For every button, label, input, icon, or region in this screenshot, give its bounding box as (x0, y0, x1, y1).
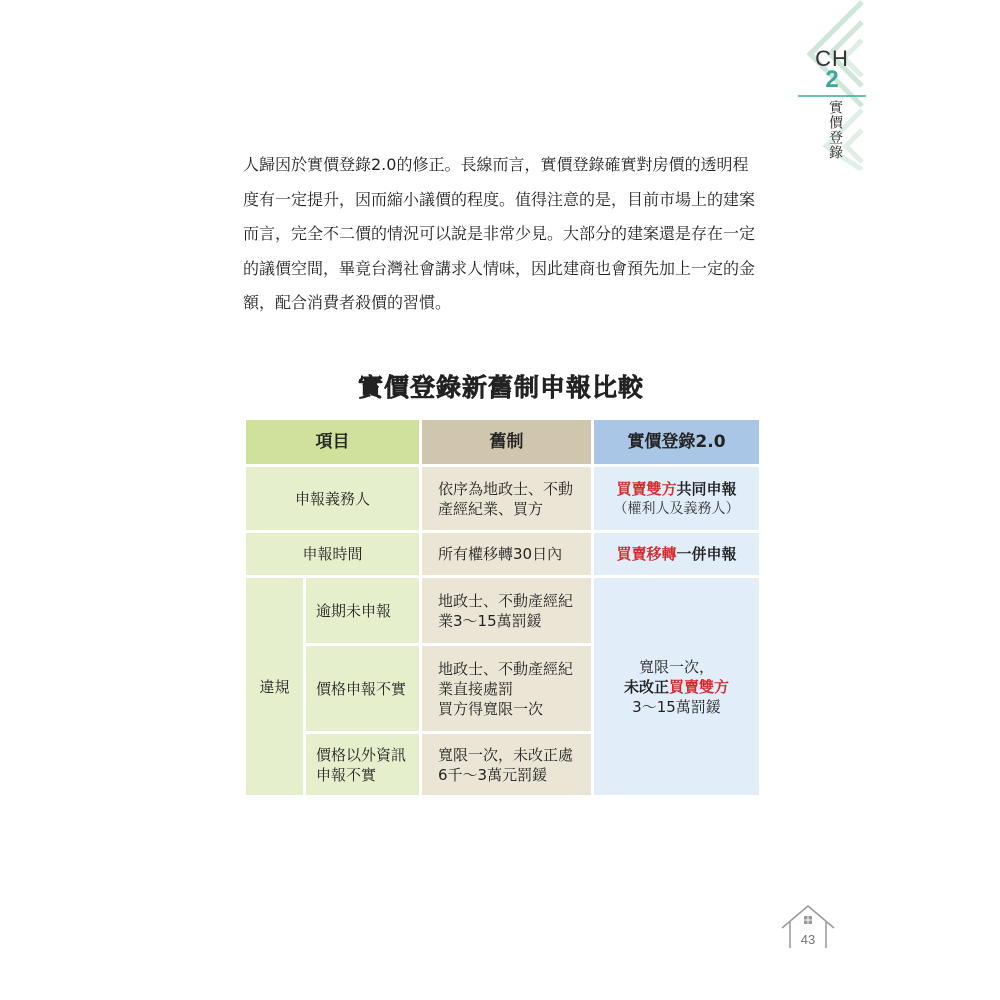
cell-new-violation (593, 577, 761, 797)
cell-text: 共同申報 (676, 479, 737, 498)
cell-new-obligor (593, 466, 761, 532)
cell-old-obligor (421, 466, 593, 532)
cell-text: 業3～15萬罰鍰 (438, 611, 542, 630)
cell-text: 價格以外資訊 (316, 745, 407, 764)
row-label-obligor: 申報義務人 (245, 466, 421, 532)
cell-old-late (421, 577, 593, 645)
cell-text: 業直接處罰 (438, 679, 514, 698)
cell-text: 6千～3萬元罰鍰 (438, 765, 548, 784)
row-label-timing: 申報時間 (245, 532, 421, 577)
cell-note: （權利人及義務人） (613, 500, 740, 517)
body-line: 而言，完全不二價的情況可以說是非常少見。大部分的建案還是存在一定 (243, 224, 756, 243)
page-number: 43 (800, 932, 816, 947)
sub-label-false-info (305, 733, 421, 797)
table-header-row (245, 419, 761, 466)
cell-text: 地政士、不動產經紀 (438, 591, 574, 610)
chapter-label: CH (815, 46, 849, 71)
table-row (245, 577, 761, 645)
cell-text: 一併申報 (676, 545, 737, 563)
chapter-number: 2 (825, 66, 839, 93)
comparison-table (243, 417, 762, 798)
cell-old-false-info (421, 733, 593, 797)
cell-text: 寬限一次， (638, 657, 714, 676)
body-line: 的議價空間，畢竟台灣社會講求人情味，因此建商也會預先加上一定的金 (243, 258, 756, 278)
table-title (243, 368, 759, 404)
table-title-text: 實價登錄新舊制申報比較 (357, 373, 644, 402)
chapter-title: 實價登錄 (827, 100, 843, 160)
highlight-text: 買賣移轉 (616, 545, 677, 563)
row-label-violation: 違規 (245, 577, 305, 797)
cell-text: 申報不實 (316, 765, 377, 784)
body-paragraph (243, 148, 783, 321)
cell-text: 買方得寬限一次 (438, 699, 544, 718)
body-line: 額，配合消費者殺價的習慣。 (243, 293, 452, 312)
header-item: 項目 (245, 419, 421, 466)
header-old: 舊制 (421, 419, 593, 466)
table-row (245, 532, 761, 577)
sub-label-late: 逾期未申報 (305, 577, 421, 645)
cell-text: 寬限一次，未改正處 (438, 745, 574, 764)
body-line: 人歸因於實價登錄2.0的修正。長線而言，實價登錄確實對房價的透明程 (243, 155, 749, 174)
sub-label-false-price: 價格申報不實 (305, 645, 421, 733)
cell-old-timing: 所有權移轉30日內 (421, 532, 593, 577)
cell-text: 產經紀業、買方 (438, 499, 544, 518)
highlight-text: 買賣雙方 (669, 677, 730, 696)
header-new: 實價登錄2.0 (593, 419, 761, 466)
cell-text: 3～15萬罰鍰 (632, 697, 721, 716)
table-row (245, 466, 761, 532)
cell-text: 未改正 (623, 677, 669, 696)
cell-new-timing (593, 532, 761, 577)
cell-old-false-price (421, 645, 593, 733)
cell-text: 地政士、不動產經紀 (438, 659, 574, 678)
highlight-text: 買賣雙方 (616, 479, 677, 498)
body-line: 度有一定提升，因而縮小議價的程度。值得注意的是，目前市場上的建案 (243, 189, 756, 209)
cell-text: 依序為地政士、不動 (438, 479, 574, 498)
